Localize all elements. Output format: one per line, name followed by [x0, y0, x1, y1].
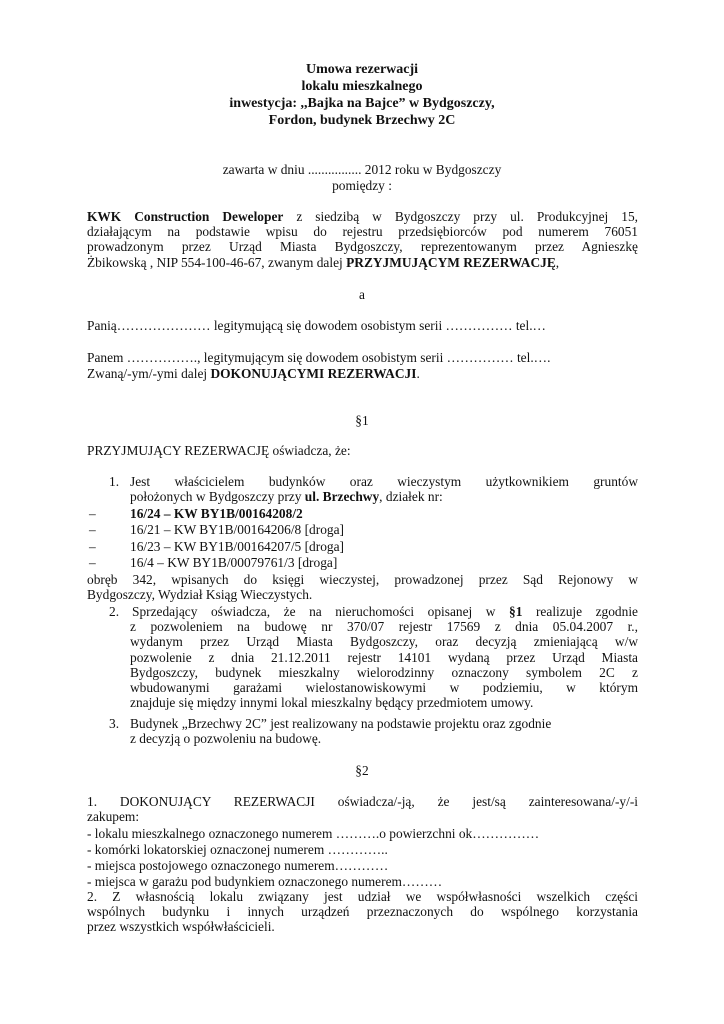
section-1-intro: PRZYJMUJĄCY REZERWACJĘ oświadcza, że: [87, 443, 351, 458]
obreb-line-2: Bydgoszczy, Wydział Ksiąg Wieczystych. [87, 587, 313, 603]
dash-bullet: – [89, 522, 96, 537]
party-1-line-1: z siedzibą w Bydgoszczy przy ul. Produkcyjnej 15, [283, 209, 638, 224]
s1-item-3-line-1: Budynek „Brzechwy 2C” jest realizowany na podstawie projektu oraz zgodnie [130, 716, 552, 731]
party-1-line-2: działającym na podstawie wpisu do rejestru przedsiębiorców pod numerem 76051 [87, 224, 638, 240]
party-1-line-4: Żbikowską , NIP 554-100-46-67, zwanym dalej [87, 254, 347, 270]
dash-bullet: – [89, 539, 96, 554]
obreb-line-1: obręb 342, wpisanych do księgi wieczystej, prowadzonej przez Sąd Rejonowy w [87, 572, 638, 587]
s2-paragraph-1-line-2: zakupem: [87, 809, 140, 825]
list-item: - lokalu mieszkalnego oznaczonego numerem ……….o powierzchni ok…………… [87, 826, 540, 841]
title-line-3: inwestycja: ,,Bajka na Bajce” w Bydgoszczy, [229, 96, 495, 111]
plot-item-4 [87, 555, 337, 570]
document-title [0, 61, 724, 129]
section-ref: §1 [509, 604, 523, 619]
s2-paragraph-2-line-1: 2. Z własnością lokalu związany jest udział we współwłasności wszelkich części [87, 889, 638, 904]
party-1-line-4-end: , [555, 254, 560, 270]
dash-bullet: – [89, 555, 96, 570]
party-1-paragraph [87, 209, 638, 270]
s2-paragraph-2 [87, 889, 638, 935]
s1-item-1-number: 1. [109, 474, 120, 489]
s2-paragraph-2-line-2: wspólnych budynku i innych urządzeń przeznaczonych do wspólnego korzystania [87, 904, 638, 920]
zwana-line [87, 366, 638, 381]
s1-item-3-number: 3. [109, 716, 120, 731]
s1-item-2-line-6: wbudowanymi garażami wielostanowiskowymi w podziemiu, w którym [130, 680, 638, 696]
s1-item-1-line-2: położonych w Bydgoszczy przy [130, 489, 305, 505]
section-2-heading: §2 [355, 763, 369, 778]
list-item: - komórki lokatorskiej oznaczonej numerem ………….. [87, 842, 388, 857]
party-1-line-3: prowadzonym przez Urząd Miasta Bydgoszczy, reprezentowanym przez Agnieszkę [87, 239, 638, 255]
s1-item-1 [130, 474, 638, 504]
list-item: - miejsca postojowego oznaczonego numerem………… [87, 858, 389, 873]
title-line-2: lokalu mieszkalnego [301, 79, 423, 94]
s2-paragraph-1-line-1: 1. DOKONUJĄCY REZERWACJI oświadcza/-ją, że jest/są zainteresowana/-y/-i [87, 794, 638, 809]
s2-paragraph-1 [87, 794, 638, 824]
s1-item-2-line-4: pozwolenie z dnia 21.12.2011 rejestr 14101 wydaną przez Urząd Miasta [130, 649, 638, 665]
s2-paragraph-2-line-3: przez wszystkich współwłaścicieli. [87, 919, 275, 935]
s1-item-2-line-7: znajduje się między innymi lokal mieszkalny będący przedmiotem umowy. [130, 695, 534, 711]
title-line-1: Umowa rezerwacji [305, 62, 419, 77]
date-line: zawarta w dniu ................ 2012 roku w Bydgoszczy [222, 162, 502, 177]
plot-3: 16/23 – KW BY1B/00164207/5 [droga] [130, 539, 344, 554]
plot-4: 16/4 – KW BY1B/00079761/3 [droga] [130, 555, 338, 570]
s1-item-1-line-2-end: , działek nr: [379, 489, 443, 505]
s1-item-3 [130, 716, 638, 746]
pani-line: Panią………………… legitymującą się dowodem osobistym serii …………… tel.… [87, 318, 546, 333]
section-1-heading: §1 [355, 413, 369, 428]
plot-item-1 [87, 506, 303, 521]
s1-item-3-line-2: z decyzją o pozwoleniu na budowę. [130, 731, 322, 747]
pan-line: Panem ……………., legitymującym się dowodem osobistym serii …………… tel.…. [87, 350, 551, 365]
plot-item-3 [87, 539, 344, 554]
company-name: KWK Construction Deweloper [87, 209, 284, 224]
title-line-4: Fordon, budynek Brzechwy 2C [268, 113, 456, 128]
s1-item-2-line-5: Bydgoszczy, budynek mieszkalny wielorodzinny oznaczony symbolem 2C z [130, 664, 638, 680]
s1-item-2-line-1-end: realizuje zgodnie [522, 604, 638, 619]
s1-item-2-number: 2. [109, 604, 120, 619]
zwana-end: . [416, 366, 420, 381]
obreb-paragraph [87, 572, 638, 602]
list-item: - miejsca w garażu pod budynkiem oznaczonego numerem……… [87, 874, 443, 889]
s1-item-2-line-2: z pozwoleniem na budowę nr 370/07 rejestr 17569 z dnia 05.04.2007 r., [130, 619, 638, 635]
s1-item-2-line-1: Sprzedający oświadcza, że na nieruchomości opisanej w [132, 604, 510, 619]
s1-item-1-line-1: Jest właścicielem budynków oraz wieczystym użytkownikiem gruntów [130, 474, 638, 489]
zwana-role: DOKONUJĄCYMI REZERWACJI [210, 366, 417, 381]
s1-item-2-line-3: wydanym przez Urząd Miasta Bydgoszczy, oraz decyzją zmieniającą w/w [130, 634, 638, 650]
party-1-role: PRZYJMUJĄCYM REZERWACJĘ [346, 254, 556, 270]
plot-1: 16/24 – KW BY1B/00164208/2 [130, 506, 303, 521]
s1-item-2 [130, 604, 638, 710]
plot-item-2 [87, 522, 344, 537]
plot-2: 16/21 – KW BY1B/00164206/8 [droga] [130, 522, 344, 537]
zwana-prefix: Zwaną/-ym/-ymi dalej [87, 366, 211, 381]
and-separator: a [359, 287, 365, 302]
street-name: ul. Brzechwy [304, 489, 380, 505]
between-line: pomiędzy : [332, 178, 392, 193]
dash-bullet: – [89, 506, 96, 521]
